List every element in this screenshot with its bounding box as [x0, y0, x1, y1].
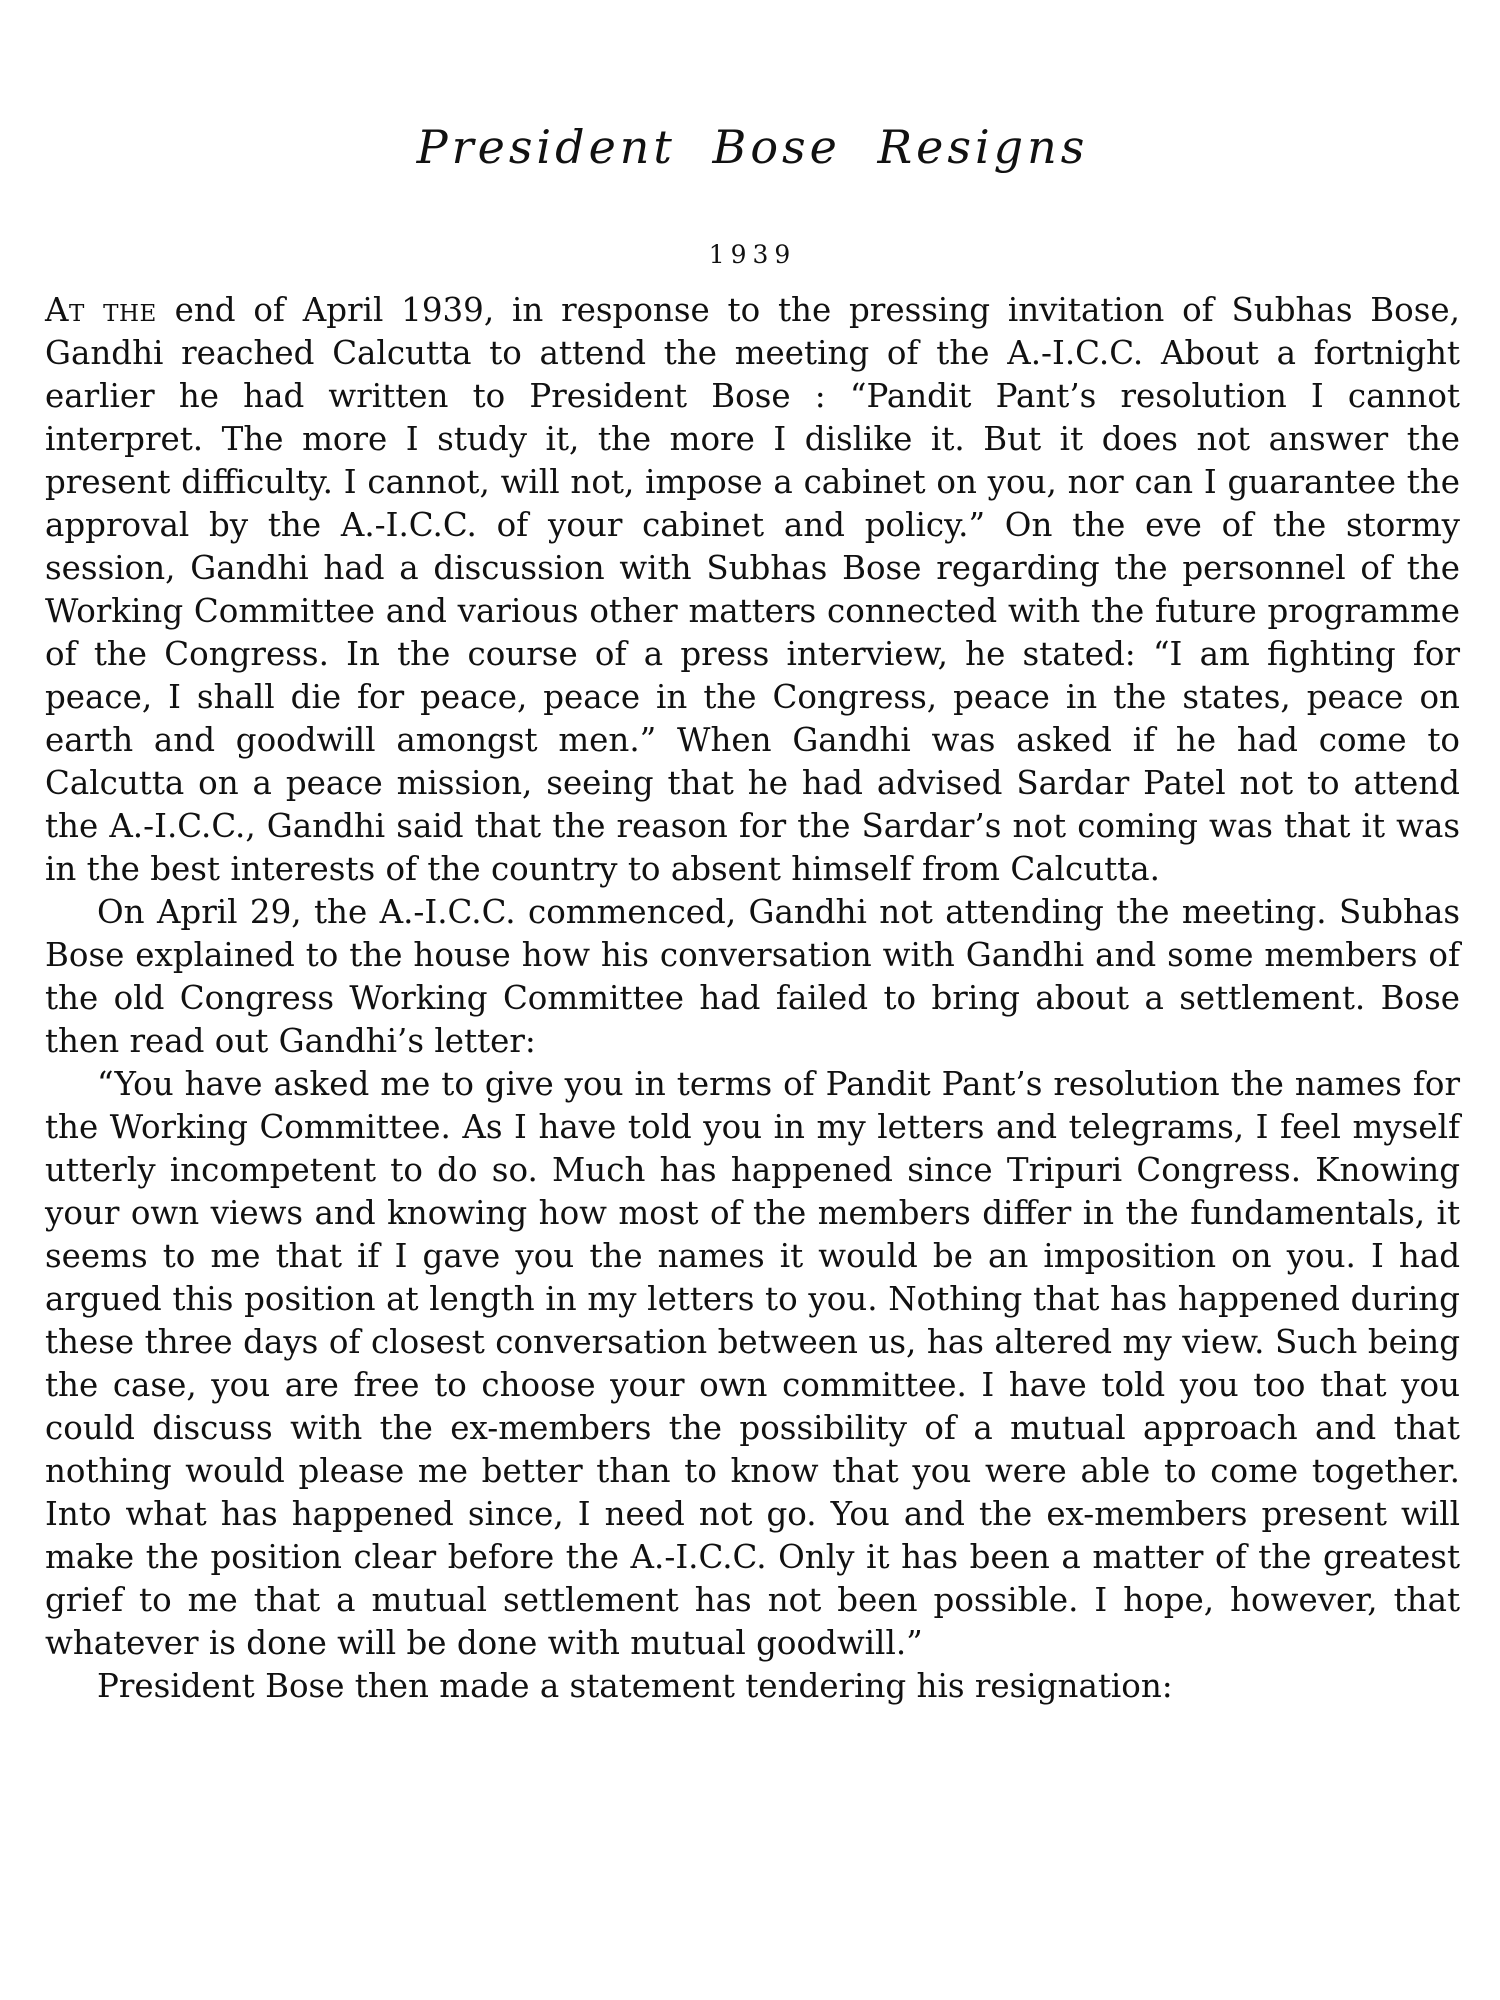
paragraph-1 — [45, 289, 1460, 891]
chapter-title: President Bose Resigns — [416, 120, 1089, 174]
book-page — [45, 120, 1460, 1708]
paragraph-4: President Bose then made a statement tendering his resignation: — [97, 1667, 1173, 1705]
body-text — [45, 289, 1460, 1708]
paragraph-2: On April 29, the A.-I.C.C. commenced, Gandhi not attending the meeting. Subhas Bose explained to the house how his conversation with Gandhi and some members of the old Congress Working Committee had failed to bring about a settlement. Bose then read out Gandhi’s letter: — [45, 893, 1460, 1060]
paragraph-1-text: end of April 1939, in response to the pressing invitation of Subhas Bose, Gandhi reached Calcutta to attend the meeting of the A.-I.C.C. About a fortnight earlier he had written to President Bose : “Pandit Pant’s resolution I cannot interpret. The more I study it, the more I dislike it. But it does not answer the present difficulty. I cannot, will not, impose a cabinet on you, nor can I guarantee the approval by the A.-I.C.C. of your cabinet and policy.” On the eve of the stormy session, Gandhi had a discussion with Subhas Bose regarding the personnel of the Working Committee and various other matters connected with the future programme of the Congress. In the course of a press interview, he stated: “I am fighting for peace, I shall die for peace, peace in the Congress, peace in the states, peace on earth and goodwill amongst men.” When Gandhi was asked if he had come to Calcutta on a peace mission, seeing that he had advised Sardar Patel not to attend the A.-I.C.C., Gandhi said that the reason for the Sardar’s not coming was that it was in the best interests of the country to absent himself from Calcutta. — [45, 291, 1460, 888]
chapter-year: 1939 — [708, 240, 797, 269]
paragraph-lead-words: At the — [45, 291, 157, 329]
paragraph-3-letter-quote: “You have asked me to give you in terms of Pandit Pant’s resolution the names for the Working Committee. As I have told you in my letters and telegrams, I feel myself utterly incompetent to do so. Much has happened since Tripuri Congress. Knowing your own views and knowing how most of the members differ in the fundamentals, it seems to me that if I gave you the names it would be an imposition on you. I had argued this position at length in my letters to you. Nothing that has happened during these three days of closest conversation between us, has altered my view. Such being the case, you are free to choose your own committee. I have told you too that you could discuss with the ex-members the possibility of a mutual approach and that nothing would please me better than to know that you were able to come together. Into what has happened since, I need not go. You and the ex-members present will make the position clear before the A.-I.C.C. Only it has been a matter of the greatest grief to me that a mutual settlement has not been possible. I hope, however, that whatever is done will be done with mutual goodwill.” — [45, 1065, 1460, 1662]
